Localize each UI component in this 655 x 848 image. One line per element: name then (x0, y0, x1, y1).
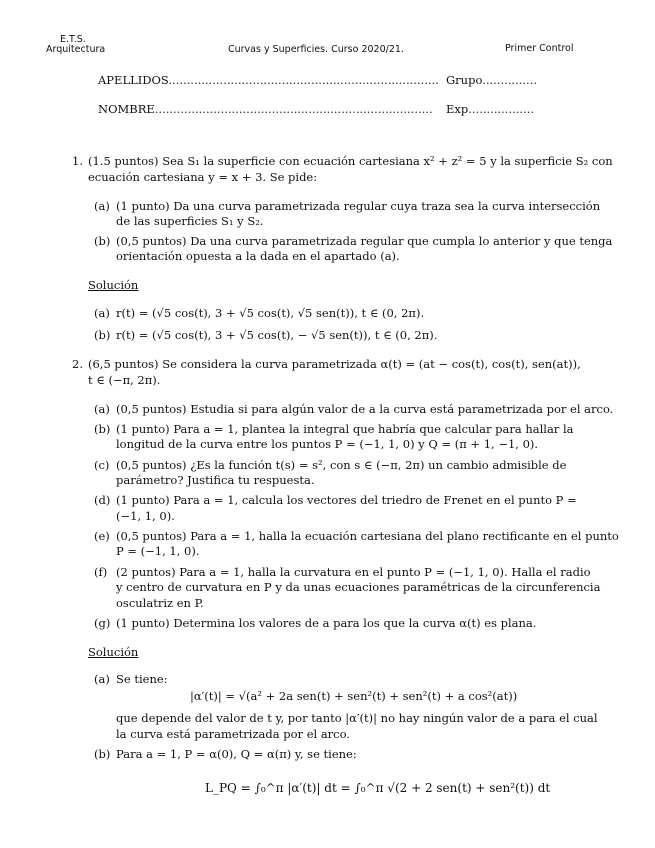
q2-sol-a-line1: que depende del valor de t y, por tanto |α′(t)| no hay ningún valor de a para el cual (116, 711, 598, 725)
nombre-label: NOMBRE (98, 102, 155, 116)
grupo-field[interactable] (446, 72, 537, 88)
q1-sol-b-label: (b) (94, 328, 111, 342)
q1b-line2: orientación opuesta a la dada en el apartado (a). (116, 249, 400, 263)
header-institution: E.T.S. (60, 34, 86, 45)
q1a-line2: de las superficies S₁ y S₂. (116, 214, 264, 228)
q1-line2: ecuación cartesiana y = x + 3. Se pide: (88, 170, 318, 184)
grupo-label: Grupo (446, 73, 483, 87)
q2b-label: (b) (94, 422, 111, 436)
q2-line1: (6,5 puntos) Se considera la curva parametrizada α(t) = (at − cos(t), cos(t), sen(at)), (88, 357, 581, 371)
nombre-dots: ............................................................................ (154, 102, 433, 116)
q1-sol-b: r(t) = (√5 cos(t), 3 + √5 cos(t), − √5 sen(t)), t ∈ (0, 2π). (116, 328, 438, 342)
header-exam-title: Primer Control (505, 43, 574, 54)
exp-label: Exp (446, 102, 469, 116)
q2a-label: (a) (94, 402, 110, 416)
q2-sol-b-intro: Para a = 1, P = α(0), Q = α(π) y, se tiene: (116, 747, 357, 761)
q2d-line1: (1 punto) Para a = 1, calcula los vectores del triedro de Frenet en el punto P = (116, 493, 577, 507)
q2e-line2: P = (−1, 1, 0). (116, 544, 200, 558)
q2-sol-b-formula: L_PQ = ∫₀^π |α′(t)| dt = ∫₀^π √(2 + 2 sen(t) + sen²(t)) dt (205, 781, 551, 795)
q2-sol-a-label: (a) (94, 672, 110, 686)
exp-dots: .................. (468, 102, 535, 116)
q1b-label: (b) (94, 234, 111, 248)
q1-line1: (1.5 puntos) Sea S₁ la superficie con ecuación cartesiana x² + z² = 5 y la superficie S₂ con (88, 154, 613, 168)
q2-sol-b-label: (b) (94, 747, 111, 761)
q2-sol-a-line2: la curva está parametrizada por el arco. (116, 727, 350, 741)
q2e-label: (e) (94, 529, 110, 543)
q2g-line1: (1 punto) Determina los valores de a para los que la curva α(t) es plana. (116, 616, 537, 630)
q1a-line1: (1 punto) Da una curva parametrizada regular cuya traza sea la curva intersección (116, 199, 601, 213)
q2f-label: (f) (94, 565, 108, 579)
q2d-label: (d) (94, 493, 111, 507)
q2c-label: (c) (94, 458, 110, 472)
q2-sol-a-formula: |α′(t)| = √(a² + 2a sen(t) + sen²(t) + sen²(t) + a cos²(at)) (190, 689, 518, 703)
q2-line2: t ∈ (−π, 2π). (88, 373, 161, 387)
q1-solution-title: Solución (88, 278, 139, 292)
grupo-dots: ............... (482, 73, 538, 87)
q2-solution-title: Solución (88, 645, 139, 659)
q2-sol-a-intro: Se tiene: (116, 672, 168, 686)
q2-number: 2. (72, 357, 83, 371)
header-course: Curvas y Superficies. Curso 2020/21. (228, 44, 404, 55)
q1-sol-a-label: (a) (94, 306, 110, 320)
exp-field[interactable] (446, 101, 534, 117)
q2f-line3: osculatriz en P. (116, 596, 204, 610)
apellidos-field[interactable] (98, 72, 439, 88)
q2f-line1: (2 puntos) Para a = 1, halla la curvatura en el punto P = (−1, 1, 0). Halla el radio (116, 565, 591, 579)
q2a-line1: (0,5 puntos) Estudia si para algún valor de a la curva está parametrizada por el arco. (116, 402, 614, 416)
apellidos-label: APELLIDOS (98, 73, 169, 87)
q2c-line1: (0,5 puntos) ¿Es la función t(s) = s², con s ∈ (−π, 2π) un cambio admisible de (116, 458, 567, 472)
header-department: Arquitectura (46, 44, 106, 55)
nombre-field[interactable] (98, 101, 433, 117)
q1-number: 1. (72, 154, 83, 168)
q2d-line2: (−1, 1, 0). (116, 509, 175, 523)
q2b-line2: longitud de la curva entre los puntos P = (−1, 1, 0) y Q = (π + 1, −1, 0). (116, 437, 539, 451)
q1-sol-a: r(t) = (√5 cos(t), 3 + √5 cos(t), √5 sen(t)), t ∈ (0, 2π). (116, 306, 425, 320)
q2c-line2: parámetro? Justifica tu respuesta. (116, 473, 315, 487)
q2b-line1: (1 punto) Para a = 1, plantea la integral que habría que calcular para hallar la (116, 422, 574, 436)
apellidos-dots: .......................................................................... (168, 73, 439, 87)
q2f-line2: y centro de curvatura en P y da unas ecuaciones paramétricas de la circunferencia (116, 580, 601, 594)
q1b-line1: (0,5 puntos) Da una curva parametrizada regular que cumpla lo anterior y que tenga (116, 234, 613, 248)
q2e-line1: (0,5 puntos) Para a = 1, halla la ecuación cartesiana del plano rectificante en el punto (116, 529, 619, 543)
q2g-label: (g) (94, 616, 111, 630)
q1a-label: (a) (94, 199, 110, 213)
